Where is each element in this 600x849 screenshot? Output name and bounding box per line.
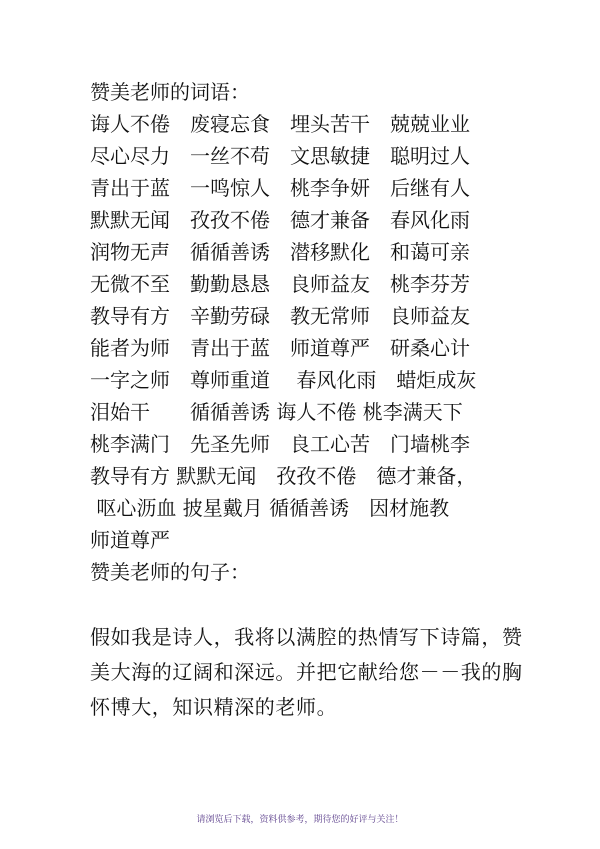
sentence-paragraph: 假如我是诗人，我将以满腔的热情写下诗篇，赞美大海的辽阔和深远。并把它献给您－－我的胸怀博大，知识精深的老师。	[90, 625, 523, 719]
word-line: 教导有方 默默无闻 孜孜不倦 德才兼备，	[90, 464, 477, 488]
word-line: 桃李满门 先圣先师 良工心苦 门墙桃李	[90, 432, 470, 456]
word-line: 尽心尽力 一丝不苟 文思敏捷 聪明过人	[90, 144, 470, 168]
word-line: 能者为师 青出于蓝 师道尊严 研桑心计	[90, 336, 470, 360]
word-line: 师道尊严	[90, 528, 170, 552]
word-line: 默默无闻 孜孜不倦 德才兼备 春风化雨	[90, 208, 470, 232]
word-line: 诲人不倦 废寝忘食 埋头苦干 兢兢业业	[90, 112, 470, 136]
heading-sentences: 赞美老师的句子：	[90, 560, 250, 584]
word-line: 泪始干 循循善诱 诲人不倦 桃李满天下	[90, 400, 463, 424]
word-line: 呕心沥血 披星戴月 循循善诱 因材施教	[90, 496, 450, 520]
word-line: 无微不至 勤勤恳恳 良师益友 桃李芬芳	[90, 272, 470, 296]
word-line: 润物无声 循循善诱 潜移默化 和蔼可亲	[90, 240, 470, 264]
word-line: 一字之师 尊师重道 春风化雨 蜡炬成灰	[90, 368, 477, 392]
word-line: 青出于蓝 一鸣惊人 桃李争妍 后继有人	[90, 176, 470, 200]
word-line: 教导有方 辛勤劳碌 教无常师 良师益友	[90, 304, 470, 328]
heading-words: 赞美老师的词语：	[90, 80, 250, 104]
footer-note: 请浏览后下载，资料供参考，期待您的好评与关注！	[196, 815, 404, 825]
